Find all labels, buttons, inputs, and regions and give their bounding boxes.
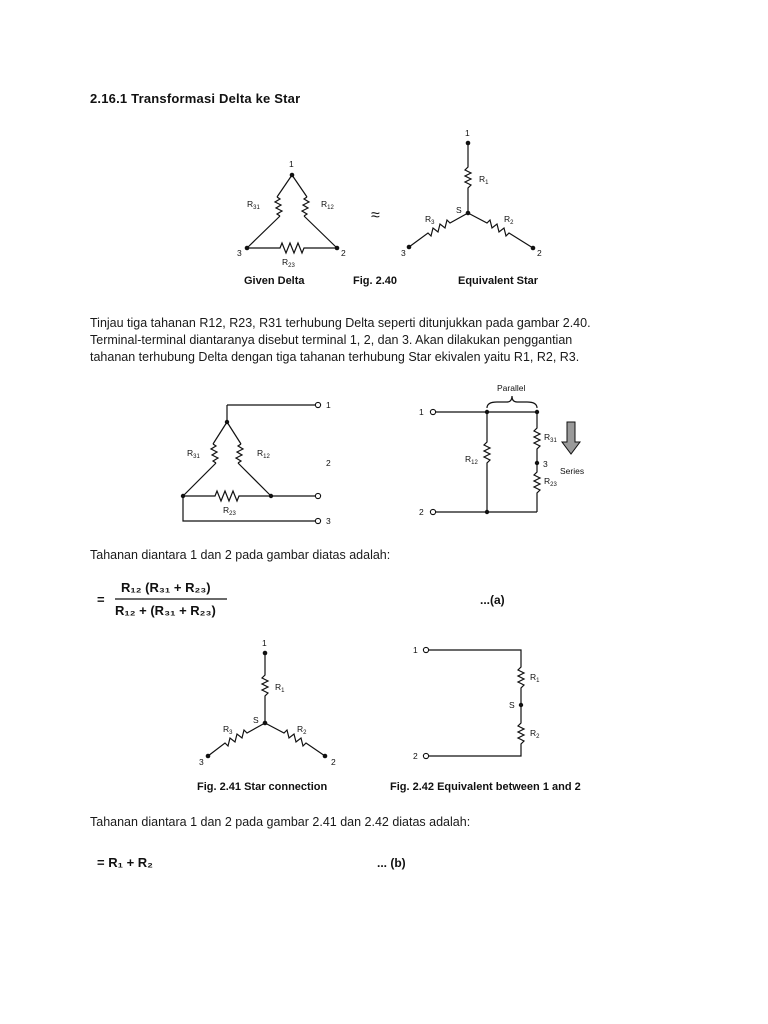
fig242-r1-label: $R_1$ — [530, 672, 540, 684]
delta-r31-label: $R_{31}$ — [247, 199, 260, 211]
right-term-2: 2 — [419, 507, 424, 517]
left-term-1: 1 — [326, 400, 331, 410]
caption-fig-2-41: Fig. 2.41 Star connection — [197, 781, 328, 793]
right-term-1: 1 — [419, 407, 424, 417]
paragraph-line: Tinjau tiga tahanan R12, R23, R31 terhubung Delta seperti ditunjukkan pada gambar 2.40. — [90, 316, 591, 330]
fig242-r2-label: $R_2$ — [530, 728, 540, 740]
delta-r23-label: $R_{23}$ — [282, 257, 295, 269]
fig241-r1-label: $R_1$ — [275, 682, 285, 694]
delta-terminal-network — [181, 400, 331, 526]
fig241-center-label: S — [253, 715, 259, 725]
fig241-r2-label: $R_2$ — [297, 724, 307, 736]
formula-a-numerator: R₁₂ (R₃₁ + R₂₃) — [121, 580, 211, 595]
left-term-3: 3 — [326, 516, 331, 526]
fig241-node-3: 3 — [199, 757, 204, 767]
formula-a-equals: = — [97, 592, 105, 607]
star-node-3: 3 — [401, 248, 406, 258]
delta-node-3: 3 — [237, 248, 242, 258]
delta-r12-label: $R_{12}$ — [321, 199, 334, 211]
figure-2-41-2-42 — [190, 635, 620, 800]
star-network — [401, 128, 542, 258]
star-node-2: 2 — [537, 248, 542, 258]
paragraph-intro — [90, 315, 591, 366]
left-r31-label: $R_{31}$ — [187, 448, 200, 460]
fig242-term-2: 2 — [413, 751, 418, 761]
star-node-1: 1 — [465, 128, 470, 138]
parallel-brace — [487, 396, 537, 408]
right-r31-label: $R_{31}$ — [544, 432, 557, 444]
series-arrow-icon — [562, 422, 580, 454]
figure-delta-terminals — [175, 380, 605, 530]
caption-fig-2-40: Fig. 2.40 — [353, 275, 398, 287]
caption-fig-2-42: Fig. 2.42 Equivalent between 1 and 2 — [390, 781, 581, 793]
delta-node-2: 2 — [341, 248, 346, 258]
delta-node-1: 1 — [289, 159, 294, 169]
fig241-r3-label: $R_3$ — [223, 724, 233, 736]
right-r23-label: $R_{23}$ — [544, 476, 557, 488]
caption-equivalent-star: Equivalent Star — [458, 275, 539, 287]
star-center-label: S — [456, 205, 462, 215]
figure-2-40 — [225, 125, 555, 295]
series-node-3: 3 — [543, 459, 548, 469]
formula-a-tag: ...(a) — [480, 593, 505, 607]
star-r1-label: $R_1$ — [479, 174, 489, 186]
delta-network — [237, 159, 346, 269]
paragraph-resistance-1-2: Tahanan diantara 1 dan 2 pada gambar diatas adalah: — [90, 548, 391, 562]
left-r23-label: $R_{23}$ — [223, 505, 236, 517]
parallel-series-network — [419, 383, 584, 517]
paragraph-line: tahanan terhubung Delta dengan tiga tahanan terhubung Star ekivalen yaitu R1, R2, R3. — [90, 350, 580, 364]
star-r2-label: $R_2$ — [504, 214, 514, 226]
star-r3-label: $R_3$ — [425, 214, 435, 226]
paragraph-resistance-star: Tahanan diantara 1 dan 2 pada gambar 2.41 dan 2.42 diatas adalah: — [90, 815, 471, 829]
formula-a — [95, 578, 520, 623]
fig241-node-1: 1 — [262, 638, 267, 648]
formula-a-denominator: R₁₂ + (R₃₁ + R₂₃) — [115, 603, 216, 618]
formula-b-tag: ... (b) — [377, 856, 406, 870]
series-label: Series — [560, 466, 585, 476]
parallel-label: Parallel — [497, 383, 526, 393]
equivalent-1-2 — [413, 645, 540, 761]
right-r12-label: $R_{12}$ — [465, 454, 478, 466]
left-r12-label: $R_{12}$ — [257, 448, 270, 460]
fig241-node-2: 2 — [331, 757, 336, 767]
paragraph-line: Terminal-terminal diantaranya disebut terminal 1, 2, dan 3. Akan dilakukan penggantian — [90, 333, 573, 347]
section-heading: 2.16.1 Transformasi Delta ke Star — [90, 91, 301, 106]
caption-given-delta: Given Delta — [244, 275, 305, 287]
formula-b — [95, 850, 425, 874]
fig242-center-label: S — [509, 700, 515, 710]
approx-symbol: ≈ — [371, 207, 380, 224]
fig242-term-1: 1 — [413, 645, 418, 655]
formula-b-expression: = R₁ + R₂ — [97, 855, 153, 870]
star-connection — [199, 638, 336, 767]
left-term-2: 2 — [326, 458, 331, 468]
